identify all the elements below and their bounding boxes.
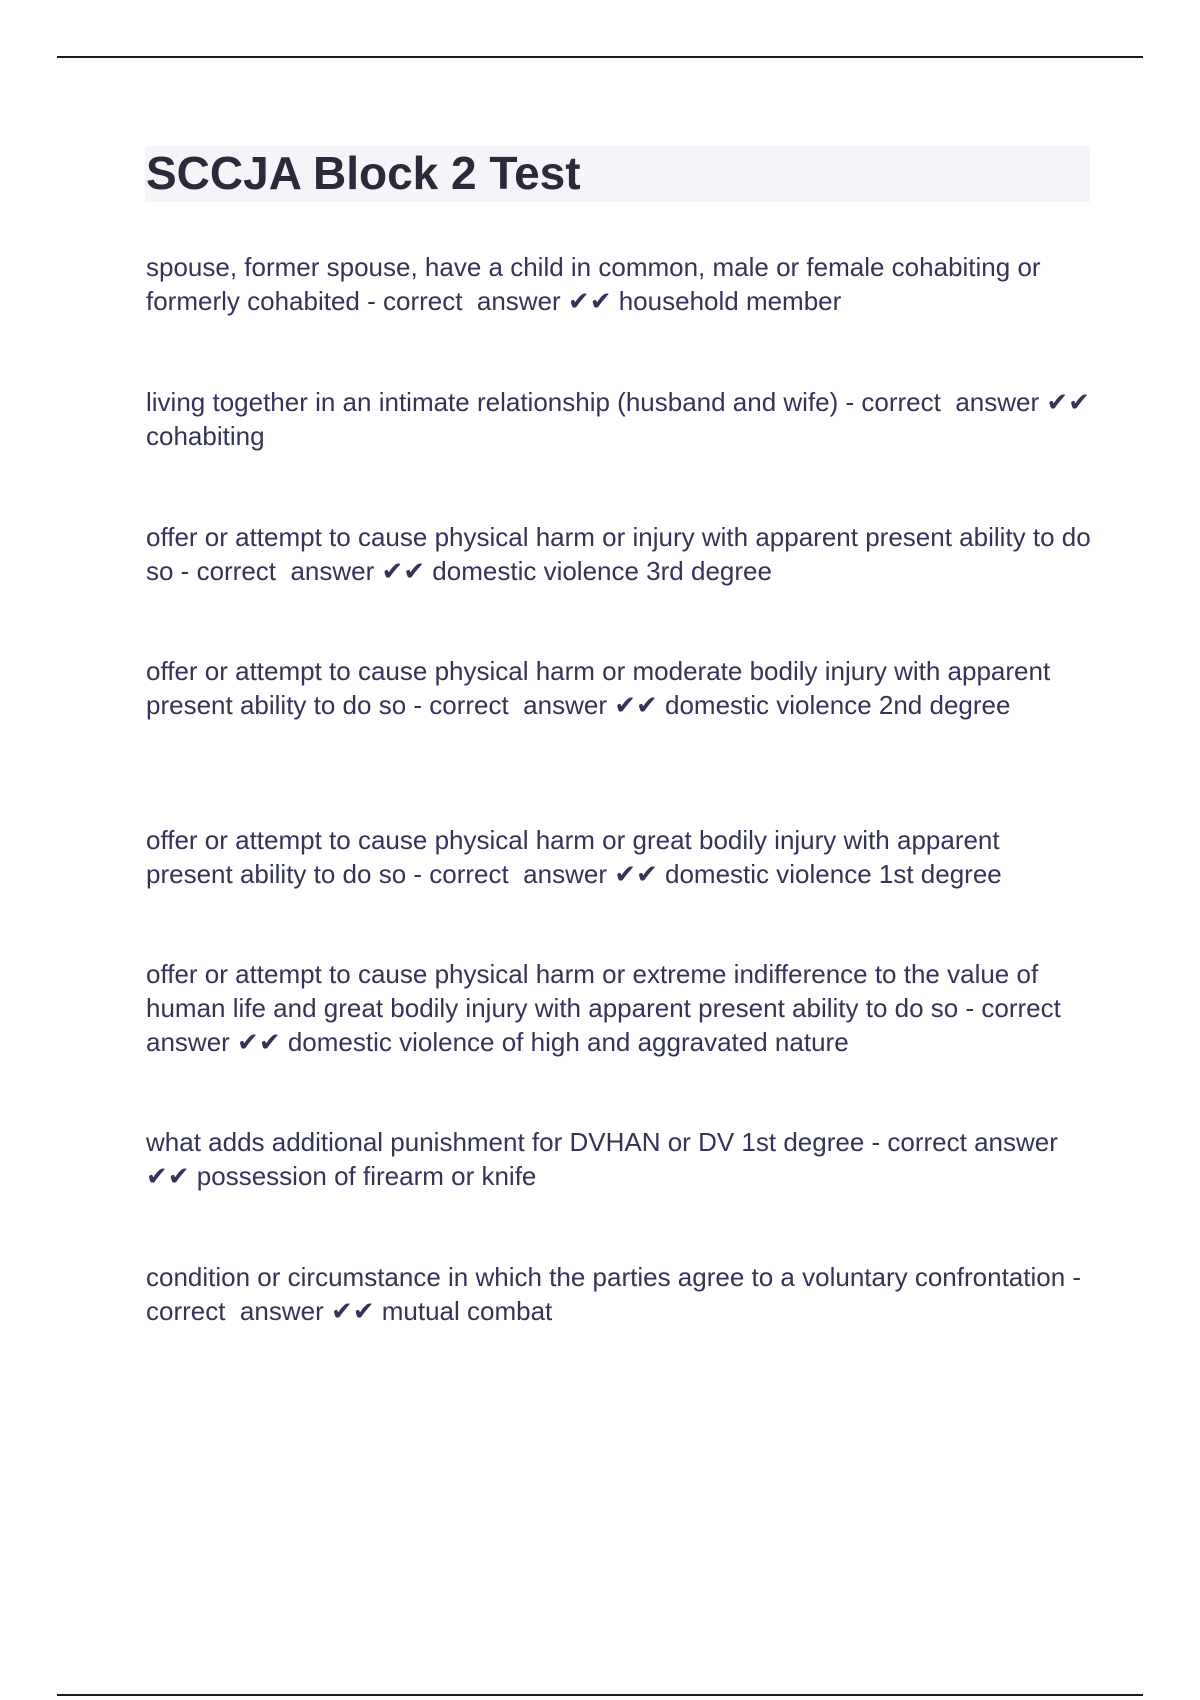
top-divider <box>57 56 1143 58</box>
qa-item-2: living together in an intimate relationship (husband and wife) - correct answer ✔✔ cohabiting <box>146 387 1098 451</box>
qa-item-4: offer or attempt to cause physical harm or moderate bodily injury with apparent present ability to do so - correct answer ✔✔ domestic violence 2nd degree <box>146 656 1058 720</box>
qa-item-3: offer or attempt to cause physical harm or injury with apparent present ability to do so - correct answer ✔✔ domestic violence 3rd degree <box>146 522 1098 586</box>
page-title: SCCJA Block 2 Test <box>146 147 581 199</box>
bottom-divider <box>57 1694 1143 1696</box>
qa-item-7: what adds additional punishment for DVHAN or DV 1st degree - correct answer ✔✔ possession of firearm or knife <box>146 1127 1066 1191</box>
qa-item-6: offer or attempt to cause physical harm or extreme indifference to the value of human life and great bodily injury with apparent present ability to do so - correct answer ✔✔ domestic violence of high and aggravated nature <box>146 959 1076 1057</box>
qa-item-1: spouse, former spouse, have a child in common, male or female cohabiting or formerly cohabited - correct answer ✔✔ household member <box>146 252 1048 316</box>
qa-item-8: condition or circumstance in which the parties agree to a voluntary confrontation - correct answer ✔✔ mutual combat <box>146 1262 1089 1326</box>
qa-item-5: offer or attempt to cause physical harm or great bodily injury with apparent present ability to do so - correct answer ✔✔ domestic violence 1st degree <box>146 825 1007 889</box>
